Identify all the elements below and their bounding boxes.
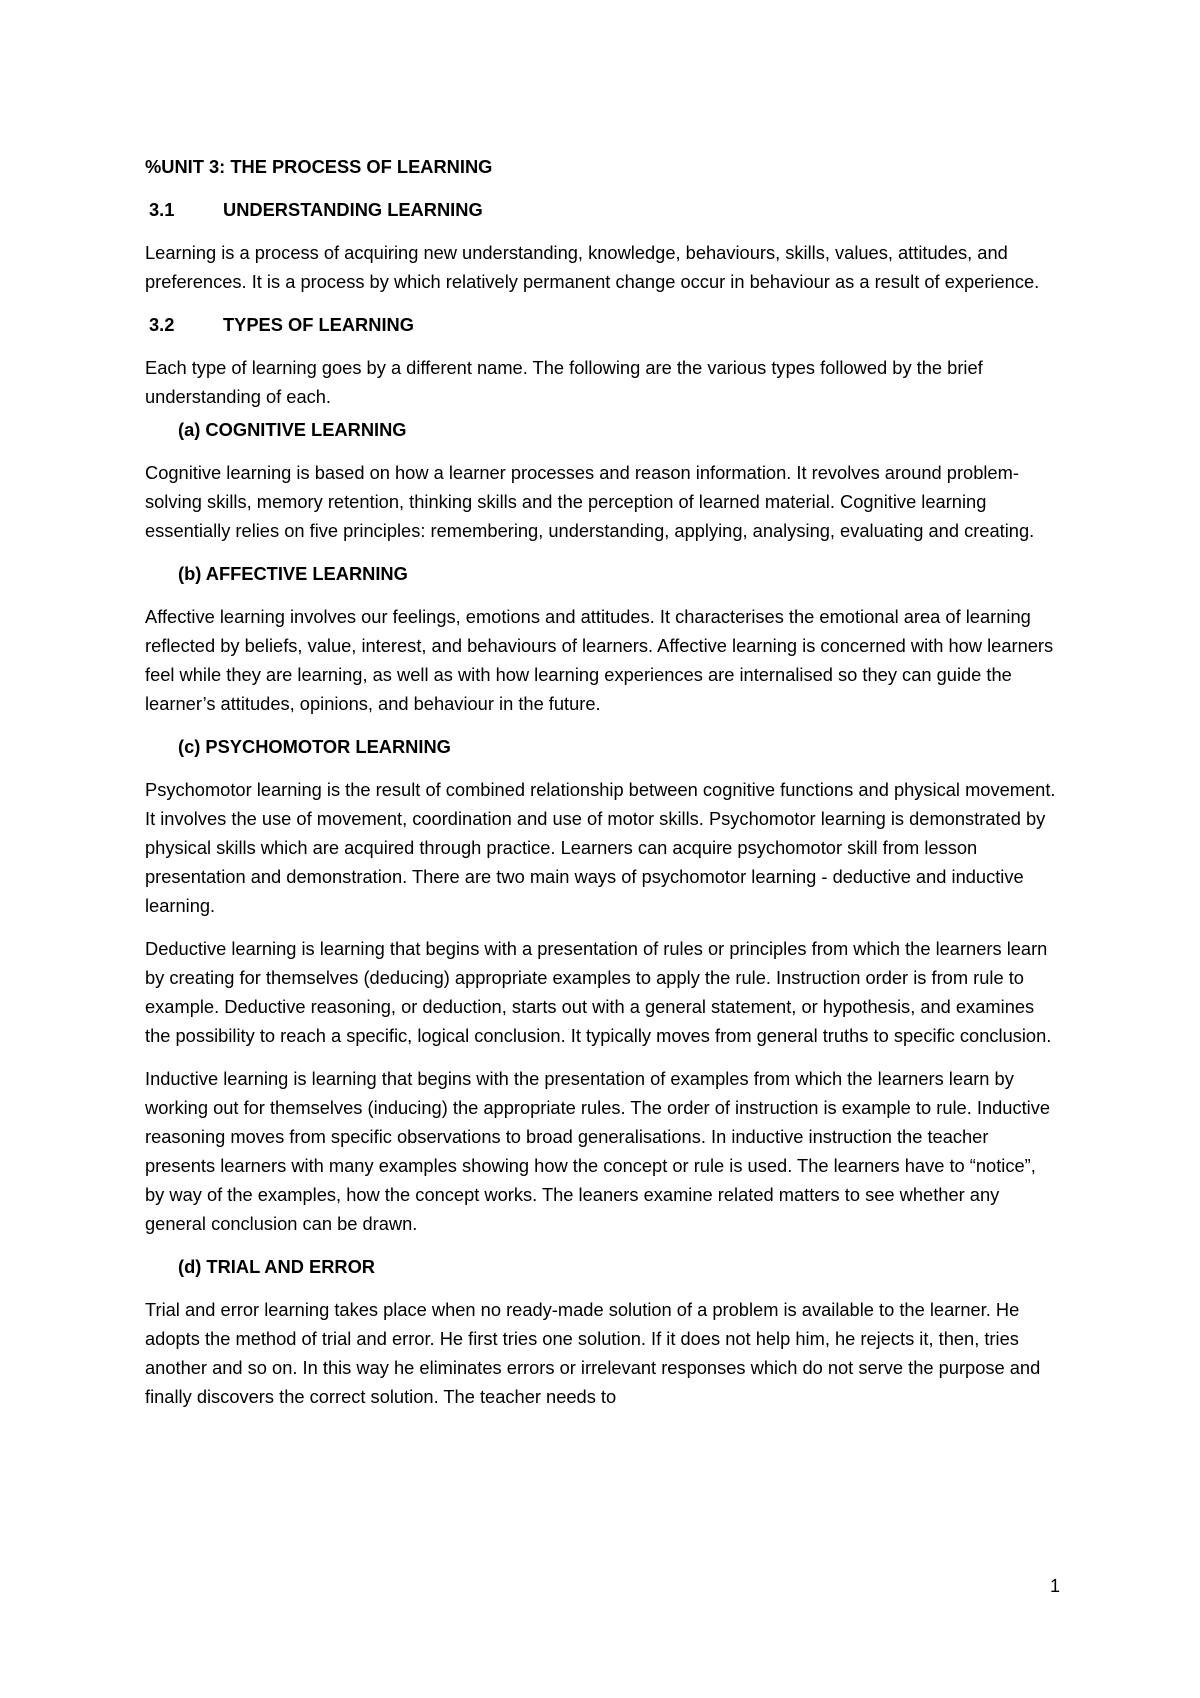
subsection-heading: (d) TRIAL AND ERROR [178,1256,376,1277]
section-paragraph: Learning is a process of acquiring new understanding, knowledge, behaviours, skills, values, attitudes, and preferences. It is a process by which relatively permanent change occur in behaviour as a result of experience. [145,242,1040,292]
subsection-heading: (c) PSYCHOMOTOR LEARNING [178,736,451,757]
document-title: %UNIT 3: THE PROCESS OF LEARNING [145,156,493,177]
body-paragraph: Affective learning involves our feelings, emotions and attitudes. It characterises the emotional area of learning reflected by beliefs, value, interest, and behaviours of learners. Affective learning is concerned with how learners feel while they are learning, as well as with how learning experiences are internalised so they can guide the learner’s attitudes, opinions, and behaviour in the future. [145,606,1054,714]
body-paragraph: Cognitive learning is based on how a learner processes and reason information. It revolves around problem-solving skills, memory retention, thinking skills and the perception of learned material. Cognitive learning essentially relies on five principles: remembering, understanding, applying, analysing, evaluating and creating. [145,462,1035,541]
section-paragraph: Each type of learning goes by a different name. The following are the various types followed by the brief understanding of each. [145,357,983,407]
subsection-heading: (b) AFFECTIVE LEARNING [178,563,408,584]
body-paragraph: Psychomotor learning is the result of combined relationship between cognitive functions and physical movement. It involves the use of movement, coordination and use of motor skills. Psychomotor learning is demonstrated by physical skills which are acquired through practice. Learners can acquire psychomotor skill from lesson presentation and demonstration. There are two main ways of psychomotor learning - deductive and inductive learning. [145,779,1056,916]
section-heading [145,310,1060,339]
page-number: 1 [1049,1576,1060,1596]
section-title: UNDERSTANDING LEARNING [223,199,483,220]
body-paragraph: Deductive learning is learning that begins with a presentation of rules or principles from which the learners learn by creating for themselves (deducing) appropriate examples to apply the rule. Instruction order is from rule to example. Deductive reasoning, or deduction, starts out with a general statement, or hypothesis, and examines the possibility to reach a specific, logical conclusion. It typically moves from general truths to specific conclusion. [145,938,1052,1046]
section-title: TYPES OF LEARNING [223,314,414,335]
section-number: 3.1 [149,199,175,220]
section-heading [145,195,1060,224]
document-body [145,152,1060,1425]
body-paragraph: Inductive learning is learning that begins with the presentation of examples from which the learners learn by working out for themselves (inducing) the appropriate rules. The order of instruction is example to rule. Inductive reasoning moves from specific observations to broad generalisations. In inductive instruction the teacher presents learners with many examples showing how the concept or rule is used. The learners have to “notice”, by way of the examples, how the concept works. The leaners examine related matters to see whether any general conclusion can be drawn. [145,1068,1051,1234]
subsection-heading: (a) COGNITIVE LEARNING [178,419,407,440]
body-paragraph: Trial and error learning takes place when no ready-made solution of a problem is available to the learner. He adopts the method of trial and error. He first tries one solution. If it does not help him, he rejects it, then, tries another and so on. In this way he eliminates errors or irrelevant responses which do not serve the purpose and finally discovers the correct solution. The teacher needs to [145,1299,1041,1407]
section-number: 3.2 [149,314,175,335]
